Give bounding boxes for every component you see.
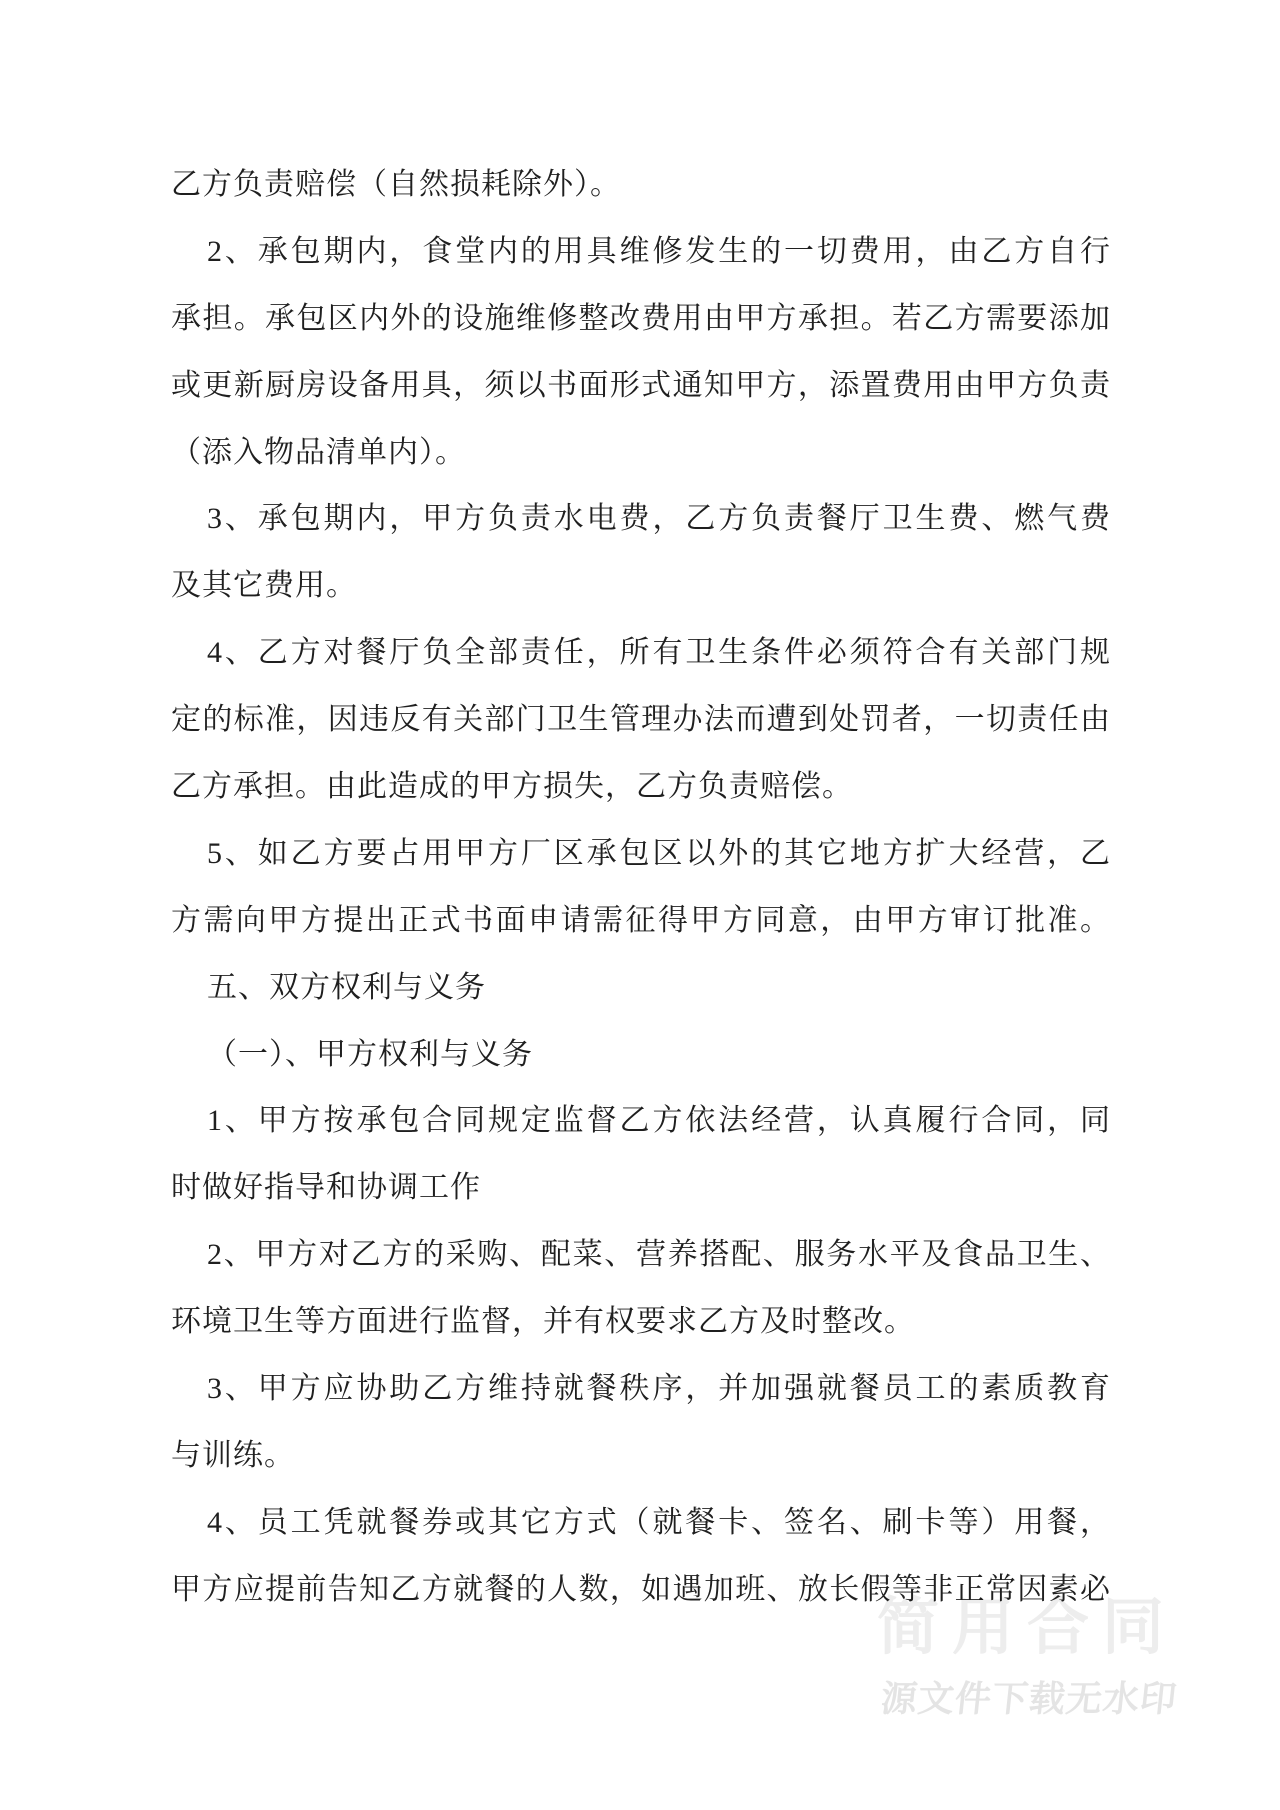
contract-line: 4、员工凭就餐券或其它方式（就餐卡、签名、刷卡等）用餐， bbox=[207, 1505, 1110, 1539]
contract-line: 环境卫生等方面进行监督，并有权要求乙方及时整改。 bbox=[171, 1305, 915, 1339]
contract-line: 及其它费用。 bbox=[171, 569, 357, 603]
contract-line: 乙方承担。由此造成的甲方损失，乙方负责赔偿。 bbox=[171, 770, 853, 804]
contract-line: 与训练。 bbox=[171, 1438, 295, 1472]
contract-line: 乙方负责赔偿（自然损耗除外）。 bbox=[171, 168, 621, 201]
contract-line: 定的标准，因违反有关部门卫生管理办法而遭到处罚者，一切责任由 bbox=[171, 703, 1110, 737]
contract-line: （添入物品清单内）。 bbox=[171, 435, 466, 469]
contract-body bbox=[171, 152, 1110, 1624]
contract-line: 3、承包期内，甲方负责水电费，乙方负责餐厅卫生费、燃气费 bbox=[207, 502, 1110, 536]
watermark-tagline-text: 源文件下载无水印 bbox=[878, 1678, 1180, 1719]
contract-line: 2、承包期内，食堂内的用具维修发生的一切费用，由乙方自行 bbox=[207, 234, 1110, 268]
watermark-brand-text: 简用合同 bbox=[876, 1593, 1177, 1662]
contract-line: 甲方应提前告知乙方就餐的人数，如遇加班、放长假等非正常因素必 bbox=[171, 1572, 1110, 1606]
contract-line: 2、甲方对乙方的采购、配菜、营养搭配、服务水平及食品卫生、 bbox=[207, 1238, 1110, 1272]
contract-line: 3、甲方应协助乙方维持就餐秩序，并加强就餐员工的素质教育 bbox=[207, 1372, 1110, 1406]
contract-line: 1、甲方按承包合同规定监督乙方依法经营，认真履行合同，同 bbox=[207, 1104, 1110, 1138]
contract-section-heading: 五、双方权利与义务 bbox=[207, 970, 486, 1004]
contract-line: 方需向甲方提出正式书面申请需征得甲方同意，由甲方审订批准。 bbox=[171, 903, 1110, 937]
contract-line: 5、如乙方要占用甲方厂区承包区以外的其它地方扩大经营，乙 bbox=[207, 836, 1110, 870]
contract-line: 4、乙方对餐厅负全部责任，所有卫生条件必须符合有关部门规 bbox=[207, 636, 1110, 670]
contract-line: 或更新厨房设备用具，须以书面形式通知甲方，添置费用由甲方负责 bbox=[171, 368, 1110, 402]
contract-line: 时做好指导和协调工作 bbox=[171, 1171, 481, 1205]
contract-subsection-heading: （一）、甲方权利与义务 bbox=[207, 1037, 533, 1071]
contract-line: 承担。承包区内外的设施维修整改费用由甲方承担。若乙方需要添加 bbox=[171, 301, 1110, 335]
